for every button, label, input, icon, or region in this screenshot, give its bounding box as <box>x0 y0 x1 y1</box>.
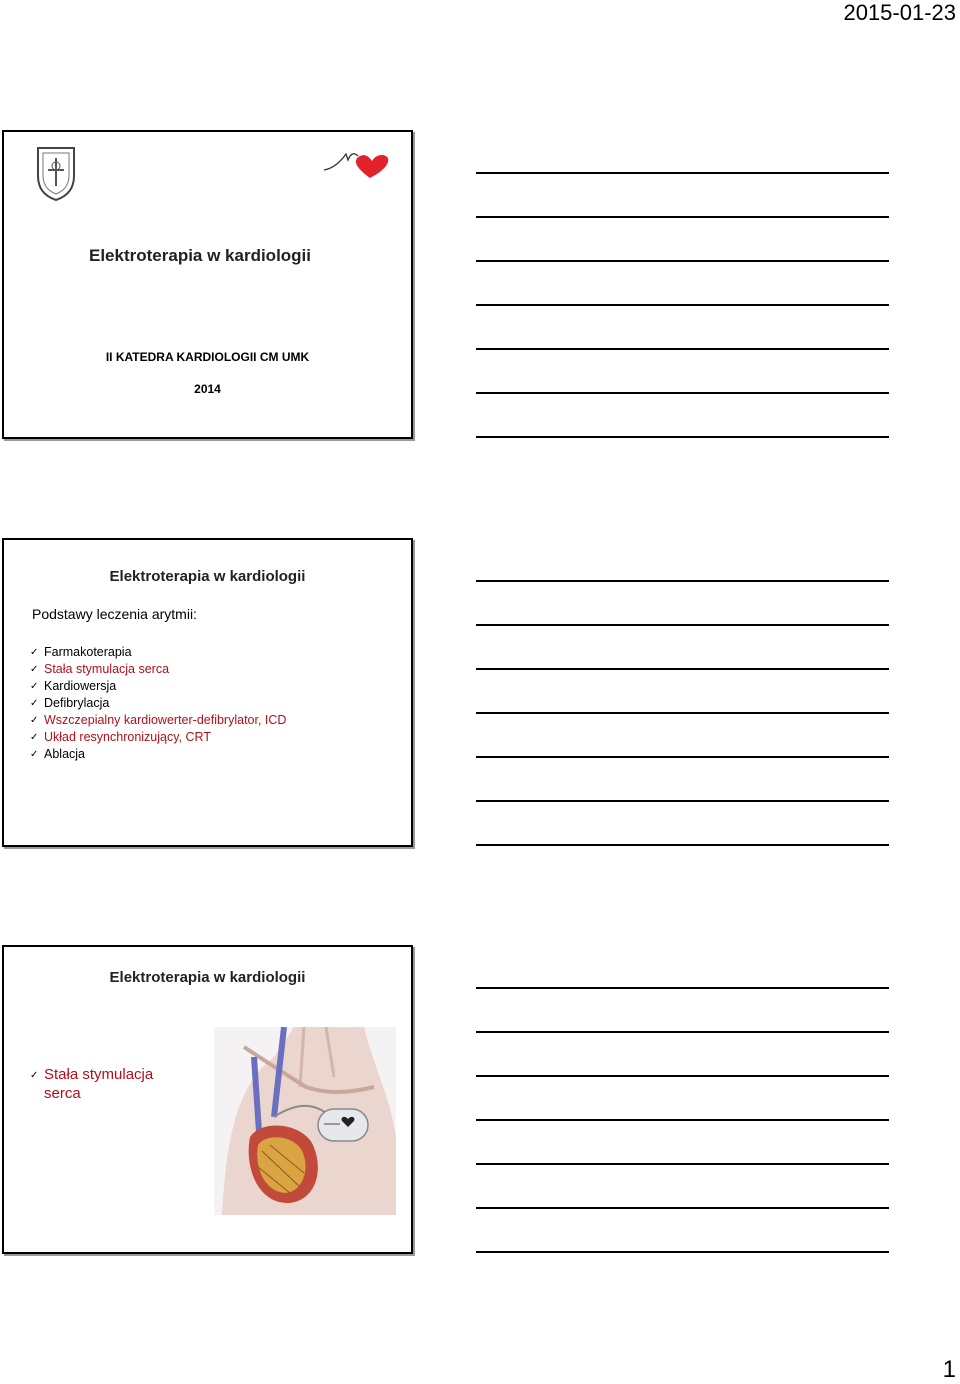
list-item: ✓ Kardiowersja <box>30 679 117 693</box>
slide-title <box>2 130 413 439</box>
page-date: 2015-01-23 <box>843 0 956 25</box>
check-icon: ✓ <box>30 647 39 658</box>
check-icon: ✓ <box>30 732 39 743</box>
slide-pacing <box>2 945 413 1254</box>
list-item: ✓ Farmakoterapia <box>30 645 132 659</box>
list-item: ✓ Stała stymulacja serca <box>30 662 170 676</box>
check-icon: ✓ <box>30 749 39 760</box>
slide-title-text: Elektroterapia w kardiologii <box>89 246 312 265</box>
list-item: ✓ Ablacja <box>30 747 85 761</box>
list-item: ✓ Stała stymulacja serca <box>30 1066 154 1102</box>
pacemaker-illustration <box>214 1027 396 1215</box>
collegium-medicum-seal-icon <box>34 142 78 202</box>
check-icon: ✓ <box>30 698 39 709</box>
list-item: ✓ Wszczepialny kardiowerter-defibrylator, ICD <box>30 713 287 727</box>
list-item: ✓ Defibrylacja <box>30 696 110 710</box>
check-icon: ✓ <box>30 715 39 726</box>
intro-text: Podstawy leczenia arytmii: <box>32 606 197 622</box>
slide-title-text: Elektroterapia w kardiologii <box>109 969 306 986</box>
check-icon: ✓ <box>30 681 39 692</box>
department-text: II KATEDRA KARDIOLOGII CM UMK <box>105 350 310 364</box>
check-icon: ✓ <box>30 1070 39 1081</box>
list-item: ✓ Układ resynchronizujący, CRT <box>30 730 211 744</box>
heart-logo-icon <box>322 146 392 182</box>
treatment-list <box>30 644 286 763</box>
year-text: 2014 <box>194 382 221 396</box>
check-icon: ✓ <box>30 664 39 675</box>
page-number: 1 <box>942 1356 956 1383</box>
slide-treatments <box>2 538 413 847</box>
slide-title-text: Elektroterapia w kardiologii <box>109 568 306 585</box>
